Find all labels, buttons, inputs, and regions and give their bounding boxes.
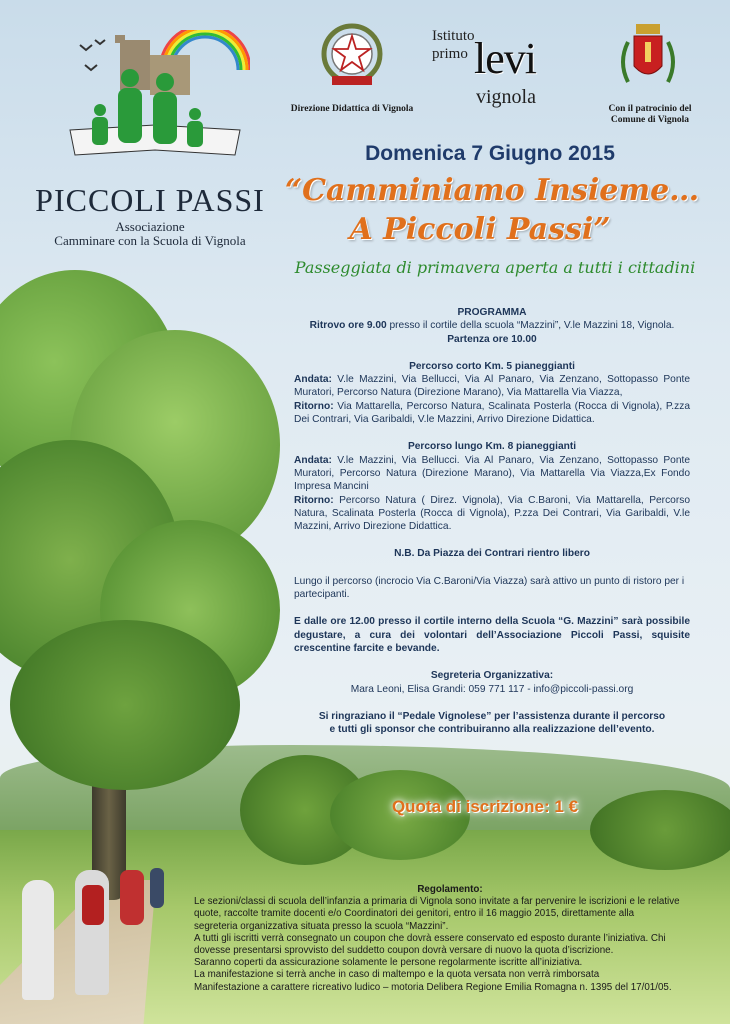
- ritrovo-line: [294, 319, 690, 332]
- association-line2: Camminare con la Scuola di Vignola: [54, 233, 246, 248]
- rules-line: dovesse presentarsi sprovvisto del suddetto coupon dovrà versare di nuovo la quota d’iscrizione.: [194, 945, 614, 957]
- registration-fee: Quota di iscrizione: 1 €: [391, 797, 579, 816]
- long-route-heading: Percorso lungo Km. 8 pianeggianti: [407, 441, 577, 453]
- logo-graphic: [60, 30, 250, 180]
- istituto-small-1: Istituto: [432, 28, 475, 44]
- long-andata-label: Andata:: [294, 454, 332, 466]
- rules-box: [194, 884, 706, 994]
- rules-line: quote, raccolte tramite docenti e/o Coordinatori dei genitori, entro il 16 maggio 2015, direttamente alla: [194, 908, 635, 920]
- programme-heading: PROGRAMMA: [457, 307, 527, 318]
- long-route-ritorno: [294, 494, 690, 534]
- istituto-small-2: primo: [432, 46, 468, 62]
- rules-line: Saranno coperti da assicurazione solamente le persone regolarmente iscritte all’iniziativa.: [194, 957, 583, 969]
- comune-crest: [618, 22, 678, 98]
- nb-note: N.B. Da Piazza dei Contrari rientro libero: [394, 548, 590, 560]
- long-ritorno-text: Percorso Natura ( Direz. Vignola), Via C.Baroni, Via Mattarella, Percorso Natura, Scalinata Posterla (Rocca di Vignola), P.zza Dei Contrari, Via Garibaldi, V.le Mazzini, Arrivo Direzione Didattica.: [294, 494, 690, 533]
- ristoro-note: Lungo il percorso (incrocio Via C.Baroni/Via Viazza) sarà attivo un punto di ristoro per i partecipanti.: [294, 575, 685, 601]
- patrocinio-line1: Con il patrocinio del: [608, 104, 692, 114]
- short-route-heading: Percorso corto Km. 5 pianeggianti: [409, 360, 575, 372]
- short-ritorno-label: Ritorno:: [294, 400, 334, 412]
- short-andata-label: Andata:: [294, 374, 332, 386]
- partenza-line: Partenza ore 10.00: [447, 333, 537, 345]
- thanks-line1: Si ringraziano il “Pedale Vignolese” per l’assistenza durante il percorso: [318, 710, 666, 722]
- rules-line: Le sezioni/classi di scuola dell’infanzia a primaria di Vignola sono invitate a far pervenire le iscrizioni e le relative: [194, 896, 680, 908]
- short-andata-text: V.le Mazzini, Via Bellucci, Via Al Panaro, Via Zenzano, Sottopasso Ponte Muratori, Percorso Natura (Direzione Marano), Via Mattarella Via Viazza,: [294, 374, 690, 399]
- association-name: PICCOLI PASSI: [35, 182, 265, 218]
- long-andata-text: V.le Mazzini, Via Bellucci. Via Al Panaro, Via Zenzano, Sottopasso Ponte Muratori, Percorso Natura (Direzione Marano), Via Mattarella Via Viazza,Ex Fondo Impresa Mancini: [294, 454, 690, 493]
- long-ritorno-label: Ritorno:: [294, 494, 334, 506]
- istituto-levi-logo: [432, 28, 572, 118]
- direzione-label: Direzione Didattica di Vignola: [290, 104, 414, 114]
- rules-line: La manifestazione si terrà anche in caso di maltempo e la quota versata non verrà rimborsata: [194, 969, 600, 981]
- long-route-andata: [294, 454, 690, 494]
- rules-line: Manifestazione a carattere ricreativo ludico – motoria Delibera Regione Emilia Romagna n. 1395 del 17/01/05.: [194, 981, 672, 993]
- rules-line: A tutti gli iscritti verrà consegnato un coupon che dovrà essere conservato ed esposto durante l’iniziativa. Chi: [194, 932, 666, 944]
- programme: [294, 306, 690, 736]
- short-ritorno-text: Via Mattarella, Percorso Natura, Scalinata Posterla (Rocca di Vignola), P.zza Dei Contrari, Via Garibaldi, V.le Mazzini, Arrivo Direzione Didattica.: [294, 400, 690, 426]
- rules-heading: Regolamento:: [417, 884, 483, 895]
- crescentine-note: E dalle ore 12.00 presso il cortile interno della Scuola “G. Mazzini” sarà possibile degustare, a cura dei volontari dell’Associazione Piccoli Passi, squisite crescentine farcite e bevande.: [294, 616, 690, 654]
- event-date: Domenica 7 Giugno 2015: [365, 142, 615, 165]
- event-subtitle: Passeggiata di primavera aperta a tutti i cittadini: [294, 258, 696, 277]
- patrocinio-line2: Comune di Vignola: [610, 115, 690, 125]
- event-title-line2: A Piccoli Passi”: [349, 212, 611, 247]
- segreteria-heading: Segreteria Organizzativa:: [430, 670, 554, 682]
- thanks-line2: e tutti gli sponsor che contribuiranno alla realizzazione dell’evento.: [329, 724, 655, 736]
- ritrovo-text: presso il cortile della scuola “Mazzini”, V.le Mazzini 18, Vignola.: [386, 320, 675, 332]
- istituto-big: levi: [474, 34, 536, 83]
- event-title-line1: “Camminiamo Insieme…: [284, 173, 700, 208]
- ritrovo-label: Ritrovo ore 9.00: [309, 320, 387, 332]
- short-route-andata: [294, 373, 690, 400]
- association-logo: [60, 30, 250, 180]
- rules-line: segreteria organizzativa situata presso la scuola “Mazzini”.: [194, 920, 449, 932]
- istituto-city: vignola: [476, 86, 536, 108]
- short-route-ritorno: [294, 400, 690, 427]
- association-line1: Associazione: [115, 219, 185, 234]
- italian-republic-emblem: [320, 22, 384, 92]
- segreteria-contacts: Mara Leoni, Elisa Grandi: 059 771 117 - info@piccoli-passi.org: [350, 683, 634, 695]
